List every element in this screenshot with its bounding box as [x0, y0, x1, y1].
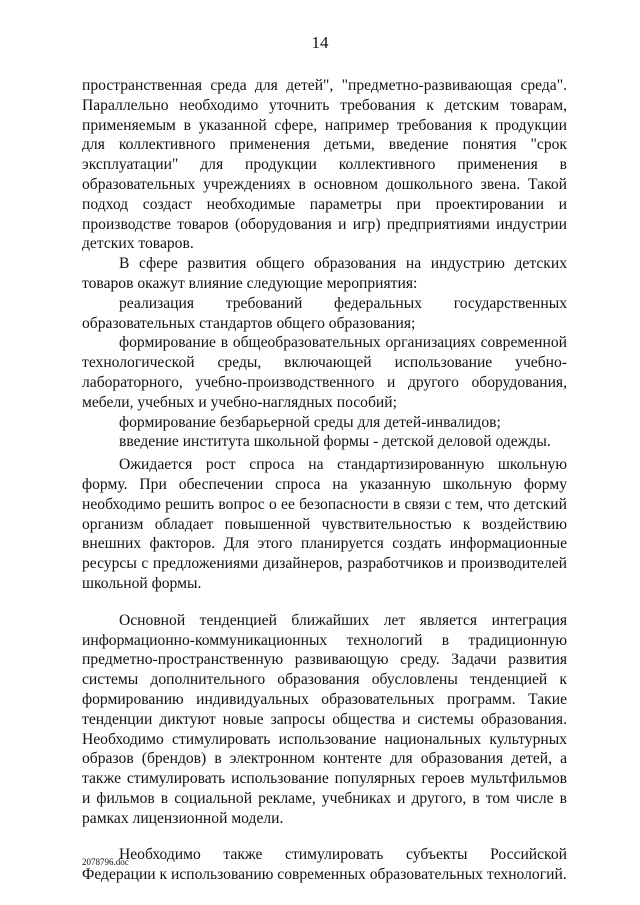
- list-item-technology-environment: формирование в общеобразовательных организациях современной технологической среды, включающей использование учебно-лабораторного, учебно-производственного и другого оборудования, мебели, учебных и учебно-наглядных пособий;: [82, 334, 567, 411]
- document-body: [82, 76, 567, 885]
- page-number: 14: [311, 33, 329, 52]
- paragraph-preschool-environment: пространственная среда для детей", "предметно-развивающая среда". Параллельно необходимо уточнить требования к детским товарам, применяемым в указанной сфере, например требования к продукции для коллективного применения детьми, введение понятия "срок эксплуатации" для продукции коллективного применения в образовательных учреждениях в основном дошкольного звена. Такой подход создаст необходимые параметры при проектировании и производстве товаров (оборудования и игр) предприятиями индустрии детских товаров.: [82, 77, 567, 253]
- paragraph-regions-technologies: Необходимо также стимулировать субъекты Российской Федерации к использованию современных образовательных технологий.: [82, 846, 567, 884]
- list-item-standards: реализация требований федеральных государственных образовательных стандартов общего образования;: [82, 294, 567, 332]
- paragraph-ict-integration: Основной тенденцией ближайших лет является интеграция информационно-коммуникационных технологий в традиционную предметно-пространственную развивающую среду. Задачи развития системы дополнительного образования обусловлены тенденцией к формированию индивидуальных образовательных программ. Такие тенденции диктуют новые запросы общества и системы образования. Необходимо стимулировать использование национальных культурных образов (брендов) в электронном контенте для образования детей, а также стимулировать использование популярных героев мультфильмов и фильмов в социальной рекламе, учебниках и другого, в том числе в рамках лицензионной модели.: [82, 611, 567, 827]
- list-item-barrier-free: формирование безбарьерной среды для детей-инвалидов;: [119, 413, 501, 431]
- document-filename: 2078796.doc: [82, 857, 129, 867]
- list-item-school-uniform: введение института школьной формы - детской деловой одежды.: [119, 433, 551, 451]
- paragraph-general-education-intro: В сфере развития общего образования на индустрию детских товаров окажут влияние следующие мероприятия:: [82, 255, 567, 292]
- paragraph-uniform-demand: Ожидается рост спроса на стандартизированную школьную форму. При обеспечении спроса на указанную школьную форму необходимо решить вопрос о ее безопасности в связи с тем, что детский организм обладает повышенной чувствительностью к воздействию внешних факторов. Для этого планируется создать информационные ресурсы с предложениями дизайнеров, разработчиков и производителей школьной формы.: [82, 456, 567, 592]
